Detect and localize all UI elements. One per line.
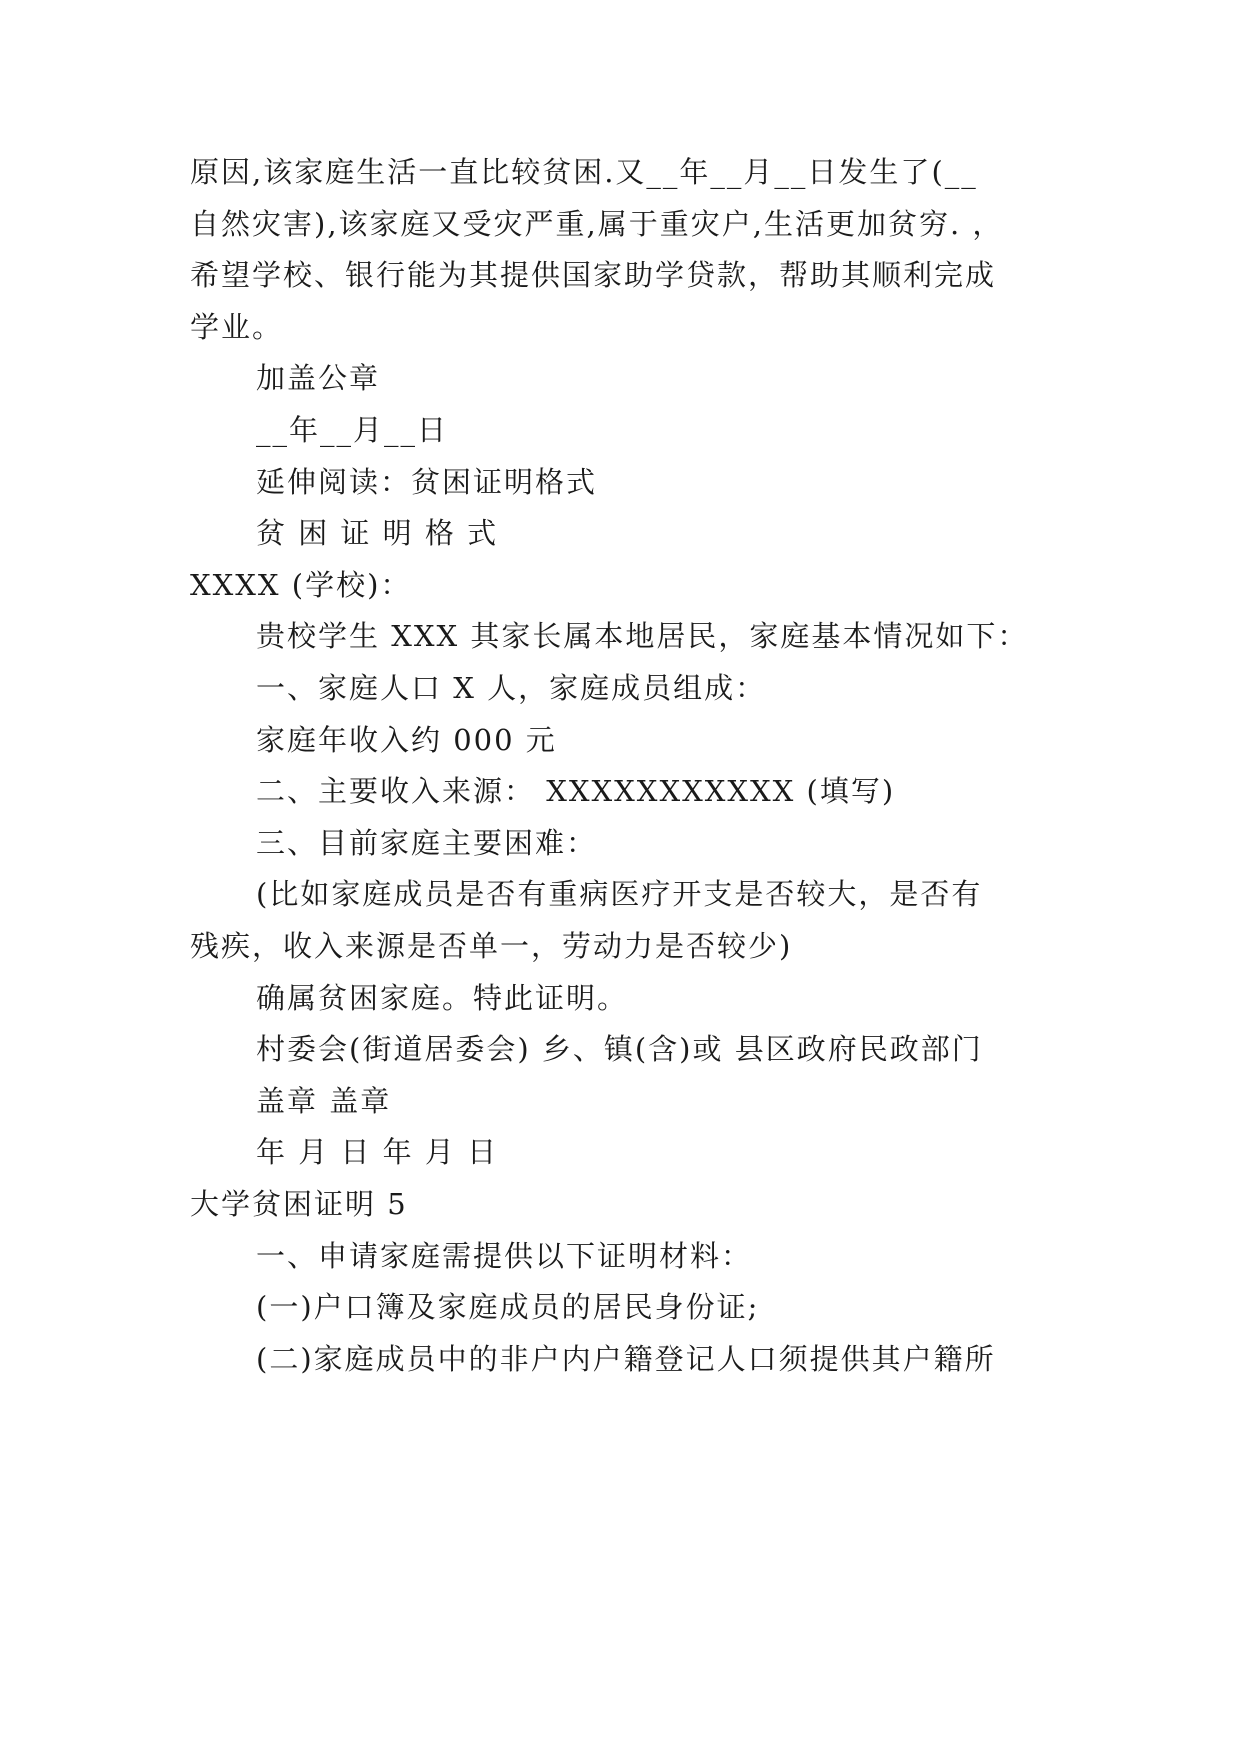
date-blank: __年__月__日: [256, 413, 449, 447]
paragraph-line-3: 希望学校、银行能为其提供国家助学贷款，帮助其顺利完成: [190, 258, 997, 292]
paragraph-line-2: 自然灾害),该家庭又受灾严重,属于重灾户,生活更加贫穷. ，: [190, 207, 1004, 241]
family-population: 一、家庭人口 X 人，家庭成员组成：: [256, 671, 767, 705]
main-difficulty: 三、目前家庭主要困难：: [256, 826, 598, 860]
extended-reading: 延伸阅读：贫困证明格式: [256, 465, 598, 499]
family-income: 家庭年收入约 000 元: [256, 723, 557, 757]
seal-label: 加盖公章: [256, 361, 381, 395]
format-heading: 贫 困 证 明 格 式: [256, 516, 499, 550]
paragraph-line-1: 原因,该家庭生活一直比较贫困.又__年__月__日发生了(__: [190, 155, 978, 189]
materials-heading: 一、申请家庭需提供以下证明材料：: [256, 1239, 753, 1273]
certification: 确属贫困家庭。特此证明。: [256, 981, 629, 1015]
seal-lines: 盖章 盖章: [256, 1084, 392, 1118]
student-intro: 贵校学生 XXX 其家长属本地居民，家庭基本情况如下：: [256, 619, 1029, 653]
difficulty-example-1: (比如家庭成员是否有重病医疗开支是否较大，是否有: [256, 877, 983, 911]
difficulty-example-2: 残疾，收入来源是否单一，劳动力是否较少): [190, 929, 793, 963]
material-item-1: (一)户口簿及家庭成员的居民身份证;: [256, 1290, 760, 1324]
section-title: 大学贫困证明 5: [190, 1187, 408, 1221]
date-lines: 年 月 日 年 月 日: [256, 1135, 499, 1169]
salutation: XXXX (学校)：: [190, 568, 412, 602]
issuing-authorities: 村委会(街道居委会) 乡、镇(含)或 县区政府民政部门: [256, 1032, 983, 1066]
income-source: 二、主要收入来源： XXXXXXXXXXX (填写): [256, 774, 896, 808]
material-item-2: (二)家庭成员中的非户内户籍登记人口须提供其户籍所: [256, 1342, 996, 1376]
paragraph-line-4: 学业。: [190, 310, 284, 344]
